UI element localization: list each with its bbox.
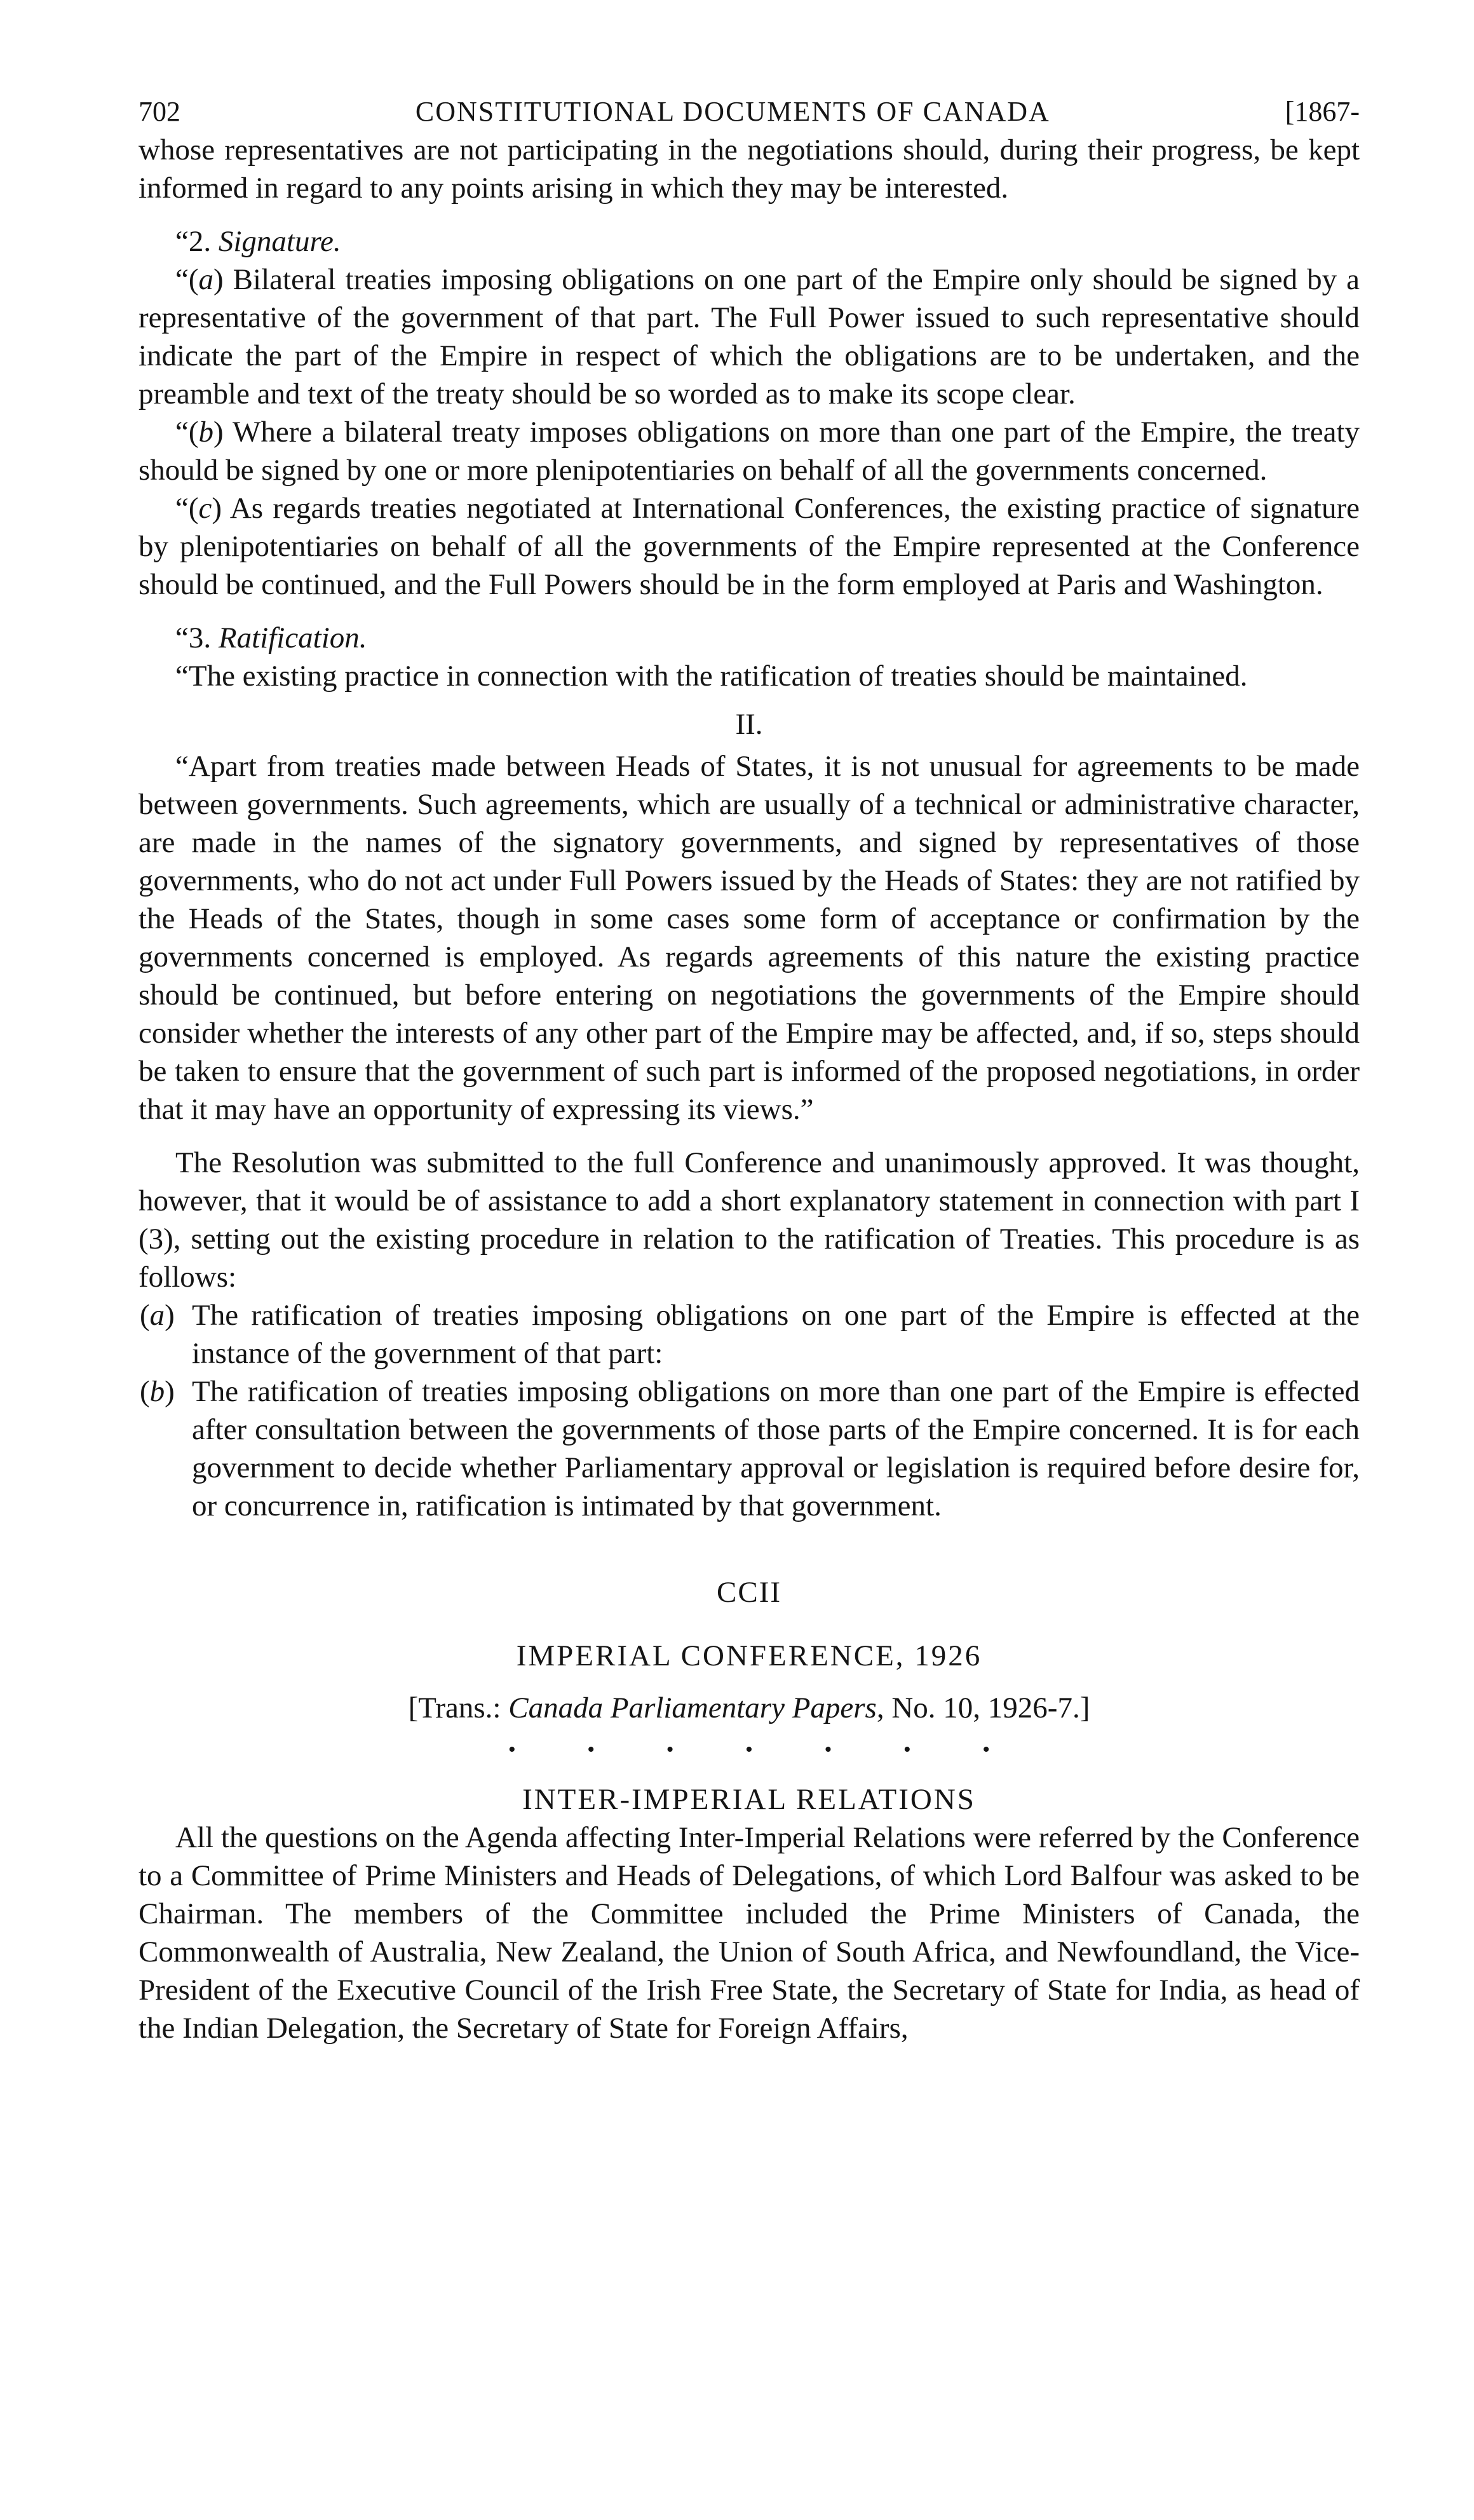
- top-paragraph: whose representatives are not participating in the negotiations should, during their progress, be kept informed in regard to any points arising in which they may be interested.: [139, 133, 1360, 205]
- procedure-item-label: (a): [140, 1299, 175, 1332]
- source-suffix: , No. 10, 1926-7.]: [876, 1691, 1090, 1724]
- clause-b-prefix: “(: [175, 416, 199, 449]
- clause-b-letter: b: [198, 416, 214, 449]
- clause-a-text: ) Bilateral treaties imposing obligations on one part of the Empire only should be signed by a representative of the government of that part. The Full Power issued to such representative should indicate the part of the Empire in respect of which the obligations are to be undertaken, and the preamble and text of the treaty should be so worded as to make its scope clear.: [139, 263, 1360, 410]
- document-title: IMPERIAL CONFERENCE, 1926: [516, 1639, 982, 1672]
- document-page: [139, 94, 1360, 2047]
- signature-heading: [139, 222, 1360, 261]
- ratification-heading: [139, 619, 1360, 657]
- source-prefix: [Trans.:: [408, 1691, 509, 1724]
- running-head-date-range: [1867-: [1285, 96, 1360, 127]
- page-number: 702: [139, 96, 180, 127]
- document-number: CCII: [717, 1576, 781, 1609]
- signature-clause-a: [139, 261, 1360, 413]
- ratification-text: “The existing practice in connection with the ratification of treaties should be maintained.: [175, 660, 1248, 693]
- signature-clause-c: [139, 489, 1360, 604]
- source-publication: Canada Parliamentary Papers: [508, 1691, 877, 1724]
- running-head-title: CONSTITUTIONAL DOCUMENTS OF CANADA: [415, 96, 1050, 127]
- signature-clause-b: [139, 413, 1360, 489]
- procedure-item: [139, 1296, 1360, 1372]
- section-heading: INTER-IMPERIAL RELATIONS: [522, 1783, 976, 1816]
- resolution-paragraph: The Resolution was submitted to the full Conference and unanimously approved. It was thought, however, that it would be of assistance to add a short explanatory statement in connection with part I (3), setting out the existing procedure in relation to the ratification of Treaties. This procedure is as follows:: [139, 1146, 1360, 1294]
- closing-paragraph: All the questions on the Agenda affecting Inter-Imperial Relations were referred by the Conference to a Committee of Prime Ministers and Heads of Delegations, of which Lord Balfour was asked to be Chairman. The members of the Committee included the Prime Ministers of Canada, the Commonwealth of Australia, New Zealand, the Union of South Africa, and Newfoundland, the Vice-President of the Executive Council of the Irish Free State, the Secretary of State for India, as head of the Indian Delegation, the Secretary of State for Foreign Affairs,: [139, 1821, 1360, 2045]
- clause-c-text: ) As regards treaties negotiated at International Conferences, the existing practice of signature by plenipotentiaries on behalf of all the governments of the Empire represented at the Conference should be continued, and the Full Powers should be in the form employed at Paris and Washington.: [139, 492, 1360, 601]
- roman-heading: II.: [735, 708, 763, 741]
- section-ii-paragraph: “Apart from treaties made between Heads of States, it is not unusual for agreements to be made between governments. Such agreements, which are usually of a technical or administrative character, are made in the names of the signatory governments, and signed by representatives of those governments, who do not act under Full Powers issued by the Heads of States: they are not ratified by the Heads of the States, though in some cases some form of acceptance or confirmation by the governments concerned is employed. As regards agreements of this nature the existing practice should be continued, but before entering on negotiations the governments of the Empire should consider whether the interests of any other part of the Empire may be affected, and, if so, steps should be taken to ensure that the government of such part is informed of the proposed negotiations, in order that it may have an opportunity of expressing its views.”: [139, 750, 1360, 1126]
- clause-c-prefix: “(: [175, 492, 199, 525]
- clause-a-letter: a: [198, 263, 214, 296]
- clause-b-text: ) Where a bilateral treaty imposes obligations on more than one part of the Empire, the treaty should be signed by one or more plenipotentiaries on behalf of all the governments concerned.: [139, 416, 1360, 487]
- signature-heading-prefix: “2.: [175, 225, 219, 258]
- clause-a-prefix: “(: [175, 263, 199, 296]
- clause-c-letter: c: [198, 492, 212, 525]
- ratification-heading-title: Ratification.: [218, 621, 367, 654]
- procedure-item-text: The ratification of treaties imposing obligations on one part of the Empire is effected at the instance of the government of that part:: [192, 1299, 1360, 1370]
- running-head: [139, 94, 1360, 130]
- procedure-item: [139, 1372, 1360, 1525]
- document-source: [139, 1689, 1360, 1727]
- procedure-item-text: The ratification of treaties imposing obligations on more than one part of the Empire is effected after consultation between the governments of those parts of the Empire concerned. It is for each government to decide whether Parliamentary approval or legislation is required before desire for, or concurrence in, ratification is intimated by that government.: [192, 1375, 1360, 1522]
- procedure-item-label: (b): [140, 1375, 175, 1408]
- ratification-heading-prefix: “3.: [175, 621, 219, 654]
- omission-marks: • • • • • • •: [508, 1738, 1024, 1761]
- signature-heading-title: Signature.: [218, 225, 341, 258]
